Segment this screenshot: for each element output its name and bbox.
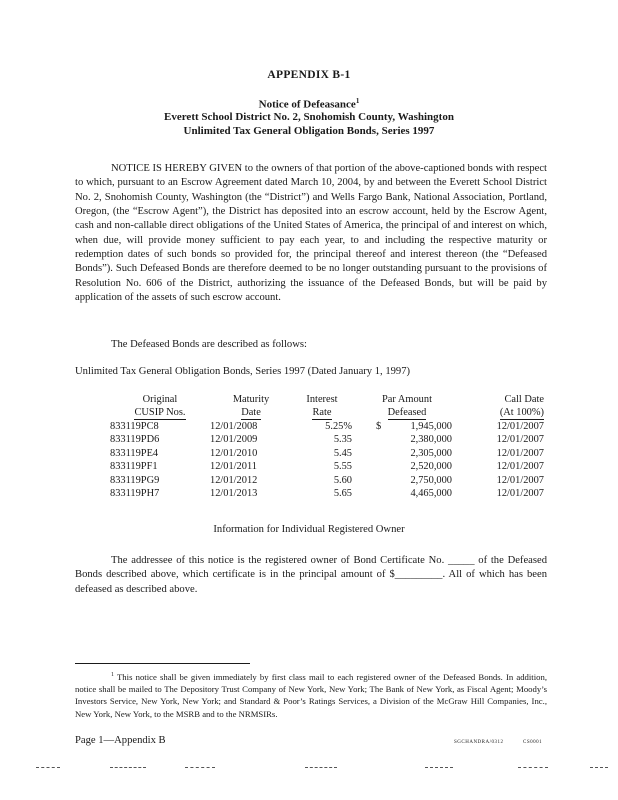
table-row — [110, 460, 544, 473]
amount-value: 2,305,000 — [410, 447, 452, 459]
rate-cell: 5.25% — [325, 421, 352, 432]
maturity-cell: 12/01/2010 — [210, 447, 258, 459]
footnote-text: This notice shall be given immediately by first class mail to each registered owner of the Defeased Bonds. In addition, notice shall be mailed to The Depository Trust Company of New York, New York; The Bank of New York, as Fiscal Agent; Moody’s Investors Service, New York, New York; and Standard & Poor’s Ratings Services, a Division of the McGraw Hill Companies, Inc., New York, New York, to the MSRB and to the NRMSIRs. — [75, 671, 547, 719]
footnote-marker: 1 — [355, 97, 360, 105]
rate-cell: 5.65 — [333, 488, 352, 500]
maturity-cell: 12/01/2008 — [210, 421, 258, 432]
amount-cell — [362, 487, 452, 500]
page-footer-label: Page 1—Appendix B — [75, 735, 166, 746]
header-maturity-line1: Maturity — [232, 394, 270, 405]
header-rate-line2: Rate — [312, 407, 332, 418]
amount-cell — [362, 420, 452, 433]
call-date-cell: 12/01/2007 — [496, 474, 544, 486]
series-line: Unlimited Tax General Obligation Bonds, Series 1997 (Dated January 1, 1997) — [75, 366, 411, 377]
scan-artifact-line — [518, 767, 548, 768]
amount-cell — [362, 474, 452, 487]
table-row — [110, 447, 544, 460]
amount-value: 4,465,000 — [410, 488, 452, 500]
cusip-cell: 833119PF1 — [110, 461, 158, 473]
footer-doc-code: SGCHANDRA/0312 — [454, 740, 504, 745]
registered-owner-heading: Information for Individual Registered Owner — [213, 524, 405, 535]
call-date-cell: 12/01/2007 — [496, 434, 544, 446]
scan-artifact-line — [590, 767, 608, 768]
bonds-intro-paragraph: The Defeased Bonds are described as follows: — [111, 339, 307, 350]
cusip-cell: 833119PD6 — [110, 434, 160, 446]
amount-cell — [362, 447, 452, 460]
table-row — [110, 487, 544, 500]
table-header-row-1 — [110, 393, 544, 406]
footer-doc-id: CS0001 — [523, 740, 543, 745]
header-amount-line2: Defeased — [387, 407, 427, 418]
amount-value: 2,750,000 — [410, 474, 452, 486]
bond-series-heading: Unlimited Tax General Obligation Bonds, Series 1997 — [183, 125, 435, 137]
call-date-cell: 12/01/2007 — [496, 447, 544, 459]
call-date-cell: 12/01/2007 — [496, 421, 544, 432]
rate-cell: 5.60 — [333, 474, 352, 486]
defeased-bonds-table — [110, 393, 544, 500]
cusip-cell: 833119PC8 — [110, 421, 159, 432]
header-call-line2: (At 100%) — [499, 407, 544, 418]
notice-heading-text: Notice of Defeasance — [258, 98, 356, 111]
header-rate-line1: Interest — [306, 394, 338, 405]
scan-artifact-line — [185, 767, 215, 768]
scan-artifact-line — [305, 767, 337, 768]
header-amount-line1: Par Amount — [382, 394, 432, 405]
table-row — [110, 474, 544, 487]
district-heading: Everett School District No. 2, Snohomish County, Washington — [164, 111, 454, 123]
maturity-cell: 12/01/2013 — [210, 488, 258, 500]
footnote — [75, 669, 547, 720]
scan-artifact-line — [110, 767, 146, 768]
header-cusip-line2: CUSIP Nos. — [134, 407, 186, 418]
call-date-cell: 12/01/2007 — [496, 488, 544, 500]
rate-cell: 5.55 — [333, 461, 352, 473]
maturity-cell: 12/01/2011 — [210, 461, 257, 473]
appendix-title: APPENDIX B-1 — [267, 69, 351, 81]
scan-artifact-line — [425, 767, 453, 768]
cusip-cell: 833119PE4 — [110, 447, 159, 459]
registered-owner-paragraph: The addressee of this notice is the registered owner of Bond Certificate No. _____ of the Defeased Bonds described above, which certificate is in the principal amount of $_________. All of which has been defeased as described above. — [75, 555, 547, 595]
footnote-divider — [75, 663, 250, 664]
scan-artifact-line — [36, 767, 60, 768]
footnote-number: 1 — [111, 672, 114, 678]
amount-value: 1,945,000 — [410, 421, 452, 432]
maturity-cell: 12/01/2009 — [210, 434, 258, 446]
amount-value: 2,380,000 — [410, 434, 452, 446]
header-maturity-line2: Date — [241, 407, 261, 418]
table-row — [110, 420, 544, 433]
call-date-cell: 12/01/2007 — [496, 461, 544, 473]
table-row — [110, 433, 544, 446]
amount-value: 2,520,000 — [410, 461, 452, 473]
table-header-row-2 — [110, 406, 544, 420]
rate-cell: 5.35 — [333, 434, 352, 446]
notice-paragraph: NOTICE IS HEREBY GIVEN to the owners of that portion of the above-captioned bonds with respect to which, pursuant to an Escrow Agreement dated March 10, 2004, by and between the Everett School District No. 2, Snohomish County, Washington (the “District”) and Wells Fargo Bank, National Association, Portland, Oregon, (the “Escrow Agent”), the District has deposited into an escrow account, held by the Escrow Agent, cash and non-callable direct obligations of the United States of America, the principal of and interest on which, when due, will provide money sufficient to pay each year, to and including the respective maturity or redemption dates of such bonds so provided for, the principal thereof and interest thereon (the “Defeased Bonds”). Such Defeased Bonds are therefore deemed to be no longer outstanding pursuant to the provisions of Resolution No. 606 of the District, authorizing the issuance of the Defeased Bonds, but will be paid by application of the assets of such escrow account. — [75, 163, 547, 304]
notice-heading — [0, 97, 618, 111]
rate-cell: 5.45 — [333, 447, 352, 459]
cusip-cell: 833119PG9 — [110, 474, 160, 486]
cusip-cell: 833119PH7 — [110, 488, 160, 500]
amount-cell — [362, 433, 452, 446]
dollar-sign: $ — [376, 421, 382, 432]
header-call-line1: Call Date — [504, 394, 544, 405]
amount-cell — [362, 460, 452, 473]
maturity-cell: 12/01/2012 — [210, 474, 258, 486]
header-cusip-line1: Original — [142, 394, 178, 405]
